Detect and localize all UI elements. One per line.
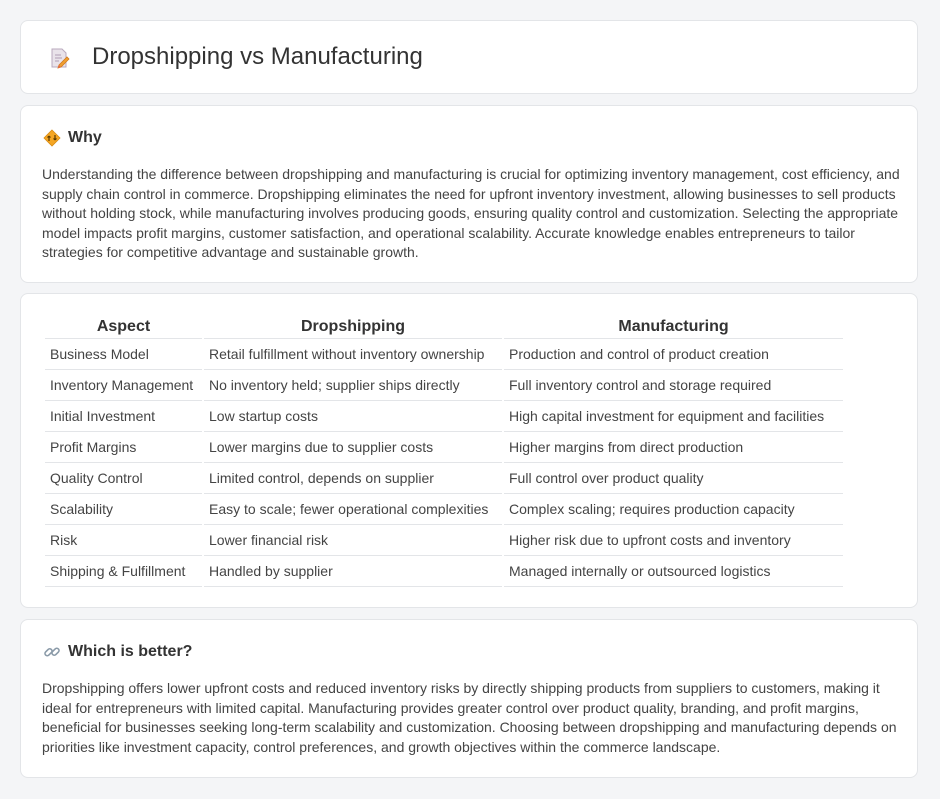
table-row bbox=[45, 401, 843, 432]
aspect-cell: Risk bbox=[45, 525, 202, 556]
better-heading: Which is better? bbox=[68, 643, 193, 660]
why-heading-row bbox=[43, 128, 102, 148]
better-heading-row bbox=[43, 642, 192, 662]
manufacturing-cell: Higher risk due to upfront costs and inventory bbox=[504, 525, 843, 556]
dropshipping-cell: Lower margins due to supplier costs bbox=[204, 432, 502, 463]
dropshipping-cell: Easy to scale; fewer operational complexities bbox=[204, 494, 502, 525]
why-heading: Why bbox=[68, 129, 102, 146]
why-text: Understanding the difference between dropshipping and manufacturing is crucial for optimizing inventory management, cost efficiency, and supply chain control in commerce. Dropshipping eliminates the need for upfront inventory investment, allowing businesses to sell products without holding stock, while manufacturing involves producing goods, ensuring quality control and customization. Selecting the appropriate model impacts profit margins, customer satisfaction, and operational scalability. Accurate knowledge enables entrepreneurs to tailor strategies for competitive advantage and sustainable growth. bbox=[42, 166, 900, 260]
header-aspect: Aspect bbox=[45, 316, 202, 339]
aspect-cell: Shipping & Fulfillment bbox=[45, 556, 202, 587]
manufacturing-cell: Managed internally or outsourced logistics bbox=[504, 556, 843, 587]
dropshipping-cell: Handled by supplier bbox=[204, 556, 502, 587]
aspect-cell: Initial Investment bbox=[45, 401, 202, 432]
dropshipping-cell: Lower financial risk bbox=[204, 525, 502, 556]
table-header-row bbox=[45, 316, 843, 339]
table-row bbox=[45, 370, 843, 401]
which-is-better-section bbox=[20, 619, 918, 778]
table-row bbox=[45, 494, 843, 525]
diamond-arrows-icon bbox=[43, 129, 61, 147]
memo-pencil-icon bbox=[47, 46, 71, 70]
link-icon bbox=[43, 643, 61, 661]
dropshipping-cell: Limited control, depends on supplier bbox=[204, 463, 502, 494]
table-row bbox=[45, 432, 843, 463]
table-row bbox=[45, 463, 843, 494]
manufacturing-cell: Production and control of product creation bbox=[504, 339, 843, 370]
better-text: Dropshipping offers lower upfront costs and reduced inventory risks by directly shipping products from suppliers to customers, making it ideal for entrepreneurs with limited capital. Manufacturing provides greater control over product quality, branding, and profit margins, beneficial for businesses seeking long-term scalability and customization. Choosing between dropshipping and manufacturing depends on priorities like investment capacity, control preferences, and growth objectives within the commerce landscape. bbox=[42, 680, 897, 755]
aspect-cell: Profit Margins bbox=[45, 432, 202, 463]
comparison-table bbox=[43, 316, 845, 587]
manufacturing-cell: High capital investment for equipment and facilities bbox=[504, 401, 843, 432]
header-dropshipping: Dropshipping bbox=[204, 316, 502, 339]
table-row bbox=[45, 525, 843, 556]
manufacturing-cell: Higher margins from direct production bbox=[504, 432, 843, 463]
dropshipping-cell: No inventory held; supplier ships directly bbox=[204, 370, 502, 401]
dropshipping-cell: Retail fulfillment without inventory ownership bbox=[204, 339, 502, 370]
manufacturing-cell: Full control over product quality bbox=[504, 463, 843, 494]
table-row bbox=[45, 339, 843, 370]
aspect-cell: Scalability bbox=[45, 494, 202, 525]
aspect-cell: Quality Control bbox=[45, 463, 202, 494]
manufacturing-cell: Complex scaling; requires production capacity bbox=[504, 494, 843, 525]
title-card bbox=[20, 20, 918, 94]
aspect-cell: Business Model bbox=[45, 339, 202, 370]
comparison-section bbox=[20, 293, 918, 608]
header-manufacturing: Manufacturing bbox=[504, 316, 843, 339]
why-section bbox=[20, 105, 918, 283]
aspect-cell: Inventory Management bbox=[45, 370, 202, 401]
dropshipping-cell: Low startup costs bbox=[204, 401, 502, 432]
manufacturing-cell: Full inventory control and storage required bbox=[504, 370, 843, 401]
table-row bbox=[45, 556, 843, 587]
page-title: Dropshipping vs Manufacturing bbox=[92, 43, 423, 70]
